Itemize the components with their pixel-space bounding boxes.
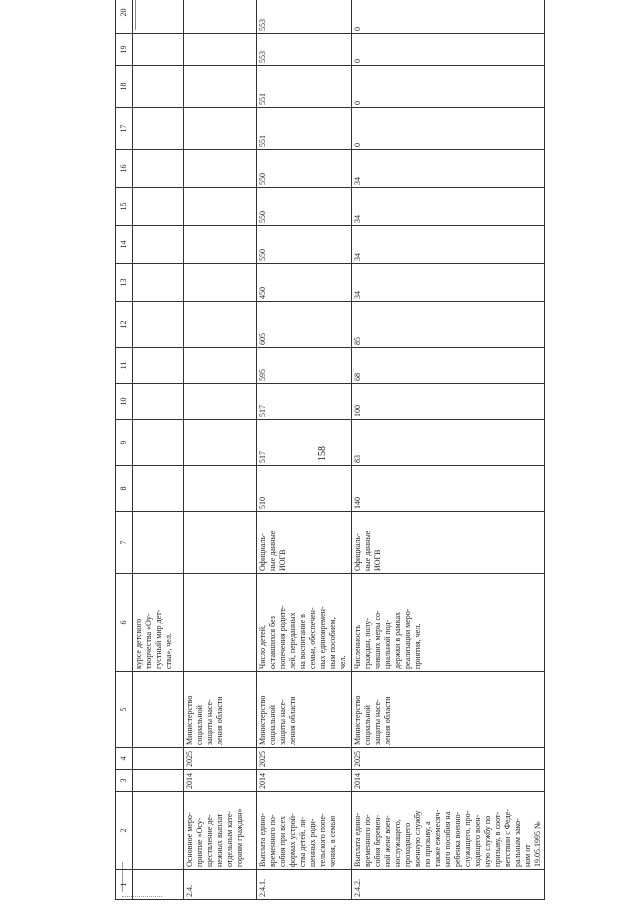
table-cell: 2025 xyxy=(352,748,545,770)
page-number: 158 xyxy=(317,446,328,461)
table-cell xyxy=(184,420,257,466)
table-cell: 553 xyxy=(257,0,352,34)
table-row xyxy=(184,0,257,900)
table-cell xyxy=(133,0,184,34)
table-cell: 551 xyxy=(257,108,352,150)
table-cell: 450 xyxy=(257,264,352,302)
table-cell: Число детей, оставшихся без попечения родите- лей, переданных на воспитание в семьи, обеспечен- ных единовремен- ным пособием, чел. xyxy=(257,574,352,672)
table-cell: 550 xyxy=(257,226,352,264)
column-header-3: 3 xyxy=(116,770,133,792)
table-cell: Официаль- ные данные ИОГВ xyxy=(257,512,352,574)
table-cell xyxy=(133,34,184,66)
table-cell: 553 xyxy=(257,34,352,66)
table-cell: Министерство социальной защиты насе- ления области xyxy=(257,672,352,748)
table-cell: 2014 xyxy=(257,770,352,792)
table-cell: 140 xyxy=(352,466,545,512)
table-cell xyxy=(133,512,184,574)
program-table xyxy=(115,0,545,900)
table-cell: 2025 xyxy=(257,748,352,770)
table-cell: 595 xyxy=(257,348,352,384)
rotated-table-wrapper xyxy=(115,8,542,900)
column-header-12: 12 xyxy=(116,302,133,348)
table-cell xyxy=(133,226,184,264)
table-cell xyxy=(184,0,257,34)
table-cell: Основное меро- приятие «Осу- ществление де- нежных выплат отдельным кате- гориям граждан» xyxy=(184,792,257,870)
table-cell xyxy=(133,188,184,226)
table-cell: 83 xyxy=(352,420,545,466)
table-cell xyxy=(133,792,184,870)
table-cell: Выплата едино- временного по- собия при всех формах устрой- ства детей, ли- шенных роди- тельского попе- чения, в семью xyxy=(257,792,352,870)
column-header-17: 17 xyxy=(116,108,133,150)
table-cell: 34 xyxy=(352,264,545,302)
table-cell xyxy=(184,348,257,384)
table-cell xyxy=(184,264,257,302)
table-stage xyxy=(115,8,542,900)
table-cell: 0 xyxy=(352,34,545,66)
table-cell: Выплата едино- временного по- собия беремен- ной жене воен- нослужащего, проходящего военную службу по призыву, а также ежемесяч- ного пособия на ребенка военно- служащего, про- ходящего воен- ную службу по призыву, в соот- ветствии с Феде- ральным зако- ном от 19.05.1995 № xyxy=(352,792,545,870)
table-cell xyxy=(184,34,257,66)
table-cell: 517 xyxy=(257,384,352,420)
table-cell: 68 xyxy=(352,348,545,384)
table-cell: 2014 xyxy=(352,770,545,792)
column-header-9: 9 xyxy=(116,420,133,466)
table-cell: 0 xyxy=(352,0,545,34)
column-header-10: 10 xyxy=(116,384,133,420)
table-cell: 34 xyxy=(352,226,545,264)
table-cell xyxy=(133,420,184,466)
table-cell: 85 xyxy=(352,302,545,348)
table-cell xyxy=(133,302,184,348)
column-header-2: 2 xyxy=(116,792,133,870)
table-cell xyxy=(133,672,184,748)
table-cell: 34 xyxy=(352,188,545,226)
column-header-19: 19 xyxy=(116,34,133,66)
table-cell: курсе детского творчества «Оу- густный мир дет- ства», чел. xyxy=(133,574,184,672)
table-cell xyxy=(184,150,257,188)
table-cell: 100 xyxy=(352,384,545,420)
table-cell: 517 xyxy=(257,420,352,466)
table-cell: Министерство социальной защиты насе- ления области xyxy=(184,672,257,748)
table-cell xyxy=(184,466,257,512)
table-cell: 550 xyxy=(257,188,352,226)
table-cell: 2025 xyxy=(184,748,257,770)
table-cell: 2014 xyxy=(184,770,257,792)
table-cell: 2.4.2. xyxy=(352,870,545,900)
table-cell xyxy=(133,264,184,302)
table-cell xyxy=(184,188,257,226)
column-header-16: 16 xyxy=(116,150,133,188)
column-header-6: 6 xyxy=(116,574,133,672)
column-header-8: 8 xyxy=(116,466,133,512)
column-header-15: 15 xyxy=(116,188,133,226)
table-cell: 605 xyxy=(257,302,352,348)
header-row xyxy=(116,0,133,900)
table-cell: 34 xyxy=(352,150,545,188)
table-cell: 550 xyxy=(257,150,352,188)
column-header-7: 7 xyxy=(116,512,133,574)
column-header-14: 14 xyxy=(116,226,133,264)
table-row xyxy=(257,0,352,900)
table-cell: Численность граждан, полу- чивших меры со- циальной под- держки в рамках реализации меро- приятия, чел. xyxy=(352,574,545,672)
table-row xyxy=(352,0,545,900)
column-header-18: 18 xyxy=(116,66,133,108)
table-cell: 2.4.1. xyxy=(257,870,352,900)
table-cell xyxy=(133,870,184,900)
table-cell xyxy=(133,108,184,150)
table-cell xyxy=(184,302,257,348)
column-header-1: 1 xyxy=(116,870,133,900)
table-cell xyxy=(133,66,184,108)
table-body xyxy=(133,0,545,900)
table-cell xyxy=(184,108,257,150)
table-row xyxy=(133,0,184,900)
column-header-11: 11 xyxy=(116,348,133,384)
table-cell xyxy=(184,574,257,672)
table-cell xyxy=(133,384,184,420)
table-cell xyxy=(133,348,184,384)
table-cell xyxy=(133,466,184,512)
column-header-5: 5 xyxy=(116,672,133,748)
table-cell xyxy=(184,66,257,108)
column-header-20: 20 xyxy=(116,0,133,34)
table-cell xyxy=(184,226,257,264)
table-cell xyxy=(133,770,184,792)
table-cell xyxy=(184,384,257,420)
table-cell: Министерство социальной защиты насе- ления области xyxy=(352,672,545,748)
table-cell: 0 xyxy=(352,108,545,150)
table-cell: 2.4. xyxy=(184,870,257,900)
column-header-13: 13 xyxy=(116,264,133,302)
table-cell: Официаль- ные данные ИОГВ xyxy=(352,512,545,574)
table-cell: 551 xyxy=(257,66,352,108)
table-cell: 510 xyxy=(257,466,352,512)
column-header-4: 4 xyxy=(116,748,133,770)
table-cell xyxy=(184,512,257,574)
table-cell xyxy=(133,150,184,188)
table-cell xyxy=(133,748,184,770)
table-cell: 0 xyxy=(352,66,545,108)
